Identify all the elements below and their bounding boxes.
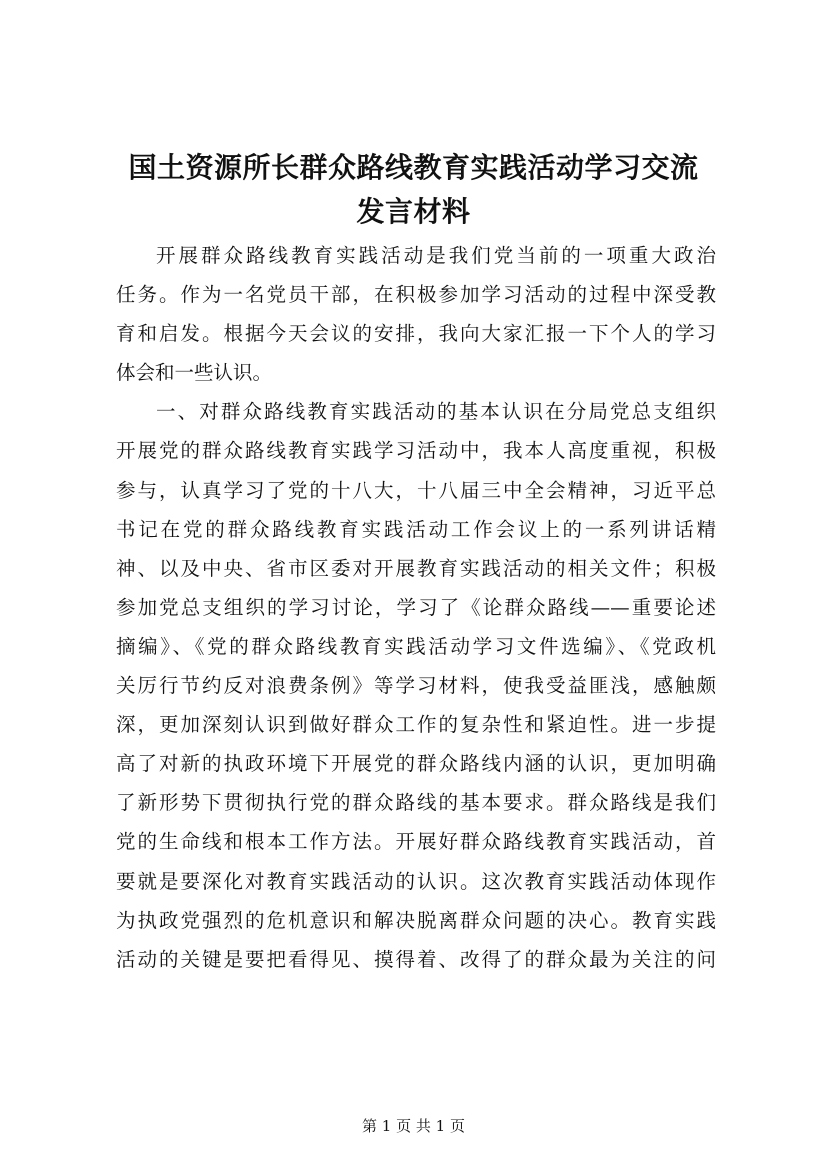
- paragraph-section-1: [116, 392, 716, 978]
- text-line: 要就是要深化对教育实践活动的认识。这次教育实践活动体现作: [116, 869, 716, 893]
- document-title: [100, 146, 727, 234]
- text-line: 为执政党强烈的危机意识和解决脱离群众问题的决心。教育实践: [116, 908, 716, 932]
- text-line: 党的生命线和根本工作方法。开展好群众路线教育实践活动，首: [116, 830, 716, 854]
- text-line: 任务。作为一名党员干部，在积极参加学习活动的过程中深受教: [116, 283, 716, 307]
- text-line: 高了对新的执政环境下开展党的群众路线内涵的认识，更加明确: [116, 752, 716, 776]
- text-line: 一、对群众路线教育实践活动的基本认识在分局党总支组织: [156, 400, 716, 424]
- text-line: 参加党总支组织的学习讨论，学习了《论群众路线——重要论述: [116, 595, 716, 619]
- text-line: 关厉行节约反对浪费条例》等学习材料，使我受益匪浅，感触颇: [116, 674, 716, 698]
- text-line: 开展群众路线教育实践活动是我们党当前的一项重大政治: [156, 244, 716, 267]
- paragraph-intro: [116, 236, 716, 392]
- text-line: 深，更加深刻认识到做好群众工作的复杂性和紧迫性。进一步提: [116, 713, 716, 737]
- text-line: 活动的关键是要把看得见、摸得着、改得了的群众最为关注的问: [116, 947, 716, 971]
- text-line: 开展党的群众路线教育实践学习活动中，我本人高度重视，积极: [116, 439, 716, 463]
- text-line: 育和启发。根据今天会议的安排，我向大家汇报一下个人的学习: [116, 322, 716, 346]
- text-line: 摘编》、《党的群众路线教育实践活动学习文件选编》、《党政机: [116, 634, 716, 658]
- text-line: 书记在党的群众路线教育实践活动工作会议上的一系列讲话精: [116, 517, 716, 541]
- text-line: 体会和一些认识。: [116, 361, 273, 385]
- page-footer: 第 1 页 共 1 页: [362, 1117, 465, 1135]
- document-body: [116, 236, 716, 979]
- text-line: 参与，认真学习了党的十八大，十八届三中全会精神，习近平总: [116, 478, 716, 502]
- text-line: 了新形势下贯彻执行党的群众路线的基本要求。群众路线是我们: [116, 791, 716, 815]
- title-line-2: 发言材料: [356, 195, 471, 228]
- text-line: 神、以及中央、省市区委对开展教育实践活动的相关文件；积极: [116, 556, 716, 580]
- title-line-1: 国土资源所长群众路线教育实践活动学习交流: [128, 151, 699, 184]
